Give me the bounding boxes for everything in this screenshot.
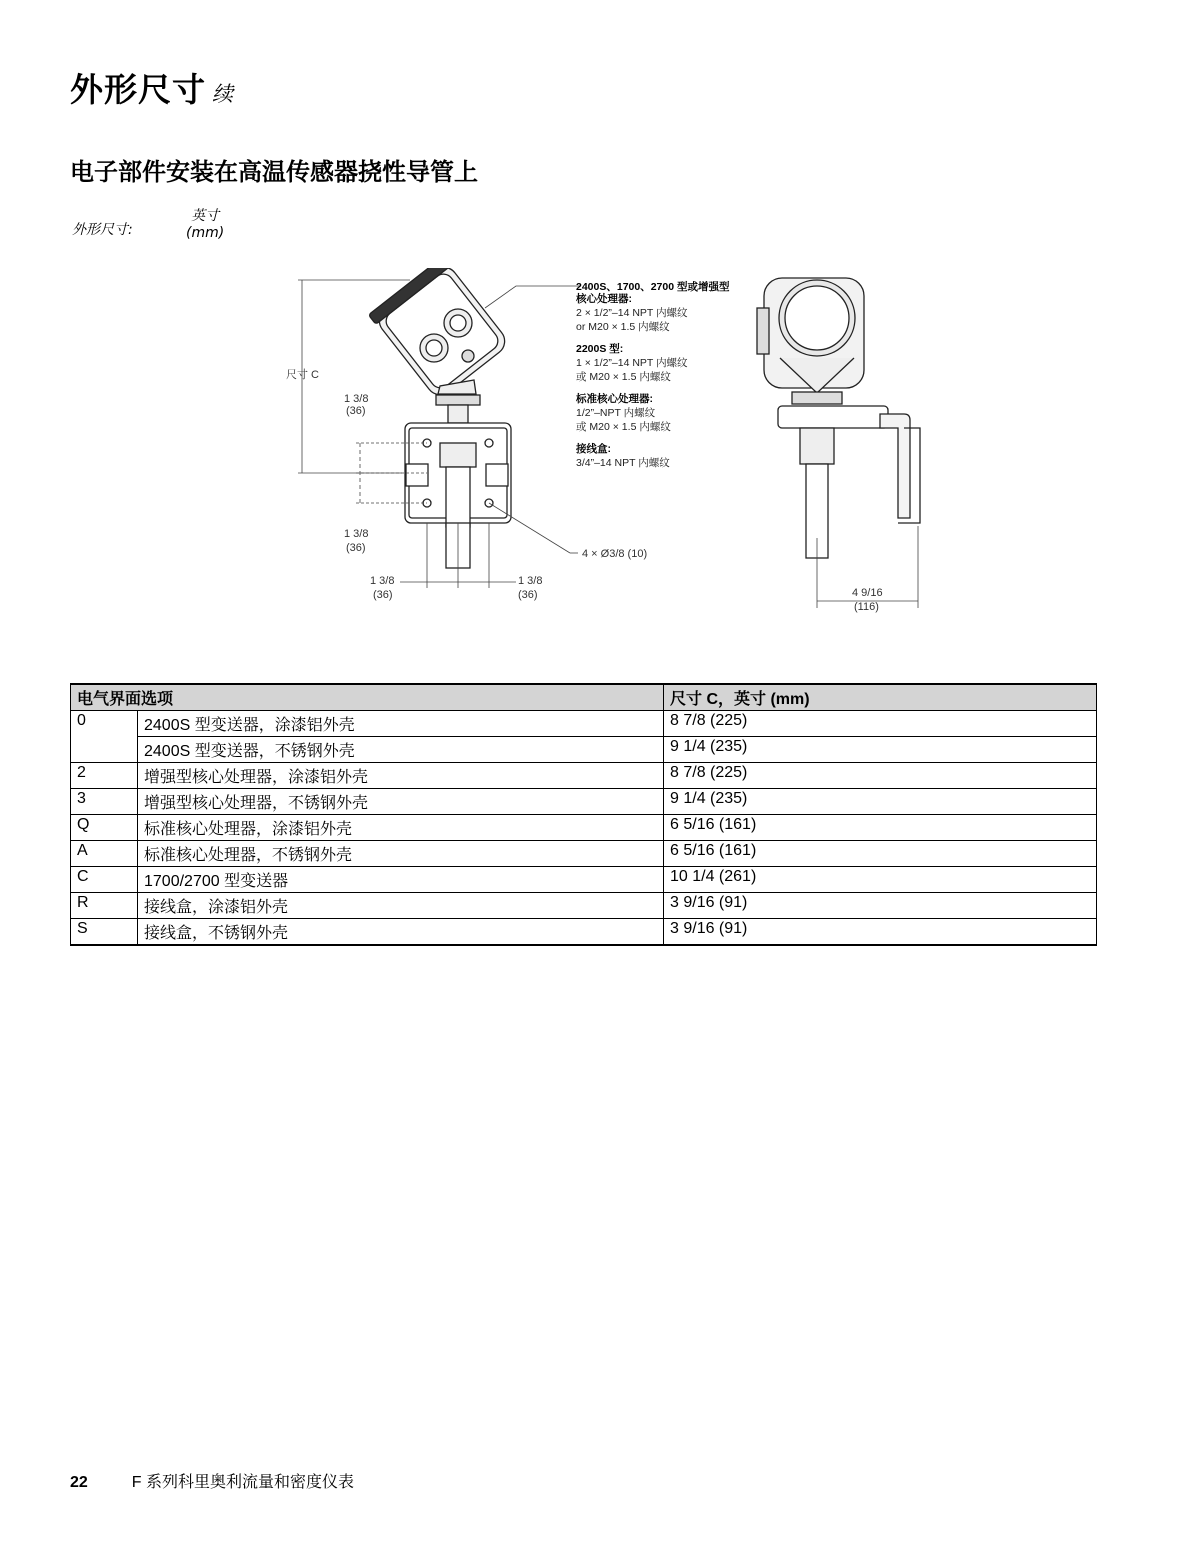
header-interface-option: 电气界面选项 <box>71 684 664 711</box>
dim-side-in: 4 9/16 <box>852 587 883 599</box>
table-row <box>71 893 1097 919</box>
table-row <box>71 841 1097 867</box>
note-standard-line1: 1/2”–NPT 内螺纹 <box>576 407 656 419</box>
table-row <box>71 867 1097 893</box>
title-continued: 续 <box>212 82 234 106</box>
option-code: 0 <box>71 711 138 763</box>
note-header: 2400S、1700、2700 型或增强型 <box>576 281 730 293</box>
connection-notes <box>575 280 730 469</box>
option-code: A <box>71 841 138 867</box>
dimension-drawing <box>280 268 960 618</box>
table-row <box>71 711 1097 737</box>
table-row <box>71 737 1097 763</box>
option-code: C <box>71 867 138 893</box>
option-code: Q <box>71 815 138 841</box>
option-description: 2400S 型变送器，不锈钢外壳 <box>138 737 664 763</box>
page-title: 外形尺寸 续 <box>70 70 234 109</box>
side-view <box>757 278 920 558</box>
option-code: R <box>71 893 138 919</box>
option-code: S <box>71 919 138 946</box>
note-2200s: 2200S 型: <box>576 343 624 355</box>
note-2200s-line1: 1 × 1/2”–14 NPT 内螺纹 <box>576 357 688 369</box>
dimension-value: 9 1/4 (235) <box>664 737 1097 763</box>
dimension-drawing-svg <box>280 268 960 618</box>
option-code: 3 <box>71 789 138 815</box>
dim-upper-mm: (36) <box>346 405 366 417</box>
units-mm: (mm) <box>186 225 225 241</box>
section-title: 电子部件安装在高温传感器挠性导管上 <box>70 158 478 186</box>
dimension-value: 8 7/8 (225) <box>664 711 1097 737</box>
note-junction-line1: 3/4”–14 NPT 内螺纹 <box>576 457 670 469</box>
option-description: 2400S 型变送器，涂漆铝外壳 <box>138 711 664 737</box>
note-standard-core: 标准核心处理器: <box>576 393 653 405</box>
option-description: 增强型核心处理器，涂漆铝外壳 <box>138 763 664 789</box>
dim-lower-mm: (36) <box>346 542 366 554</box>
dimension-value: 10 1/4 (261) <box>664 867 1097 893</box>
note-2200s-line2: 或 M20 × 1.5 内螺纹 <box>576 371 671 383</box>
dim-bottom-right-in: 1 3/8 <box>518 575 543 587</box>
units-label: 外形尺寸: <box>72 222 133 238</box>
table-row <box>71 919 1097 946</box>
page-number: 22 <box>70 1474 88 1491</box>
holes-label: 4 × Ø3/8 (10) <box>582 548 648 560</box>
footer-title: F 系列科里奥利流量和密度仪表 <box>131 1474 355 1491</box>
note-standard-line2: 或 M20 × 1.5 内螺纹 <box>576 421 671 433</box>
dimension-table <box>70 683 1097 946</box>
dim-bottom-right-mm: (36) <box>518 589 538 601</box>
dim-lower-in: 1 3/8 <box>344 528 369 540</box>
table-row <box>71 815 1097 841</box>
note-core-processor: 核心处理器: <box>576 293 632 305</box>
option-description: 标准核心处理器，不锈钢外壳 <box>138 841 664 867</box>
dimension-value: 3 9/16 (91) <box>664 893 1097 919</box>
header-dimension-c: 尺寸 C，英寸 (mm) <box>664 684 1097 711</box>
option-description: 接线盒，涂漆铝外壳 <box>138 893 664 919</box>
page-footer <box>70 1469 354 1492</box>
table-row <box>71 789 1097 815</box>
dimension-value: 6 5/16 (161) <box>664 815 1097 841</box>
dim-bottom-left-mm: (36) <box>373 589 393 601</box>
note-core-line1: 2 × 1/2”–14 NPT 内螺纹 <box>576 307 688 319</box>
front-view-housing <box>368 268 510 400</box>
dim-bottom-left-in: 1 3/8 <box>370 575 395 587</box>
note-junction-box: 接线盒: <box>576 443 611 455</box>
option-description: 标准核心处理器，涂漆铝外壳 <box>138 815 664 841</box>
table-header-row <box>71 684 1097 711</box>
option-code: 2 <box>71 763 138 789</box>
units-legend <box>186 208 224 242</box>
dim-upper-in: 1 3/8 <box>344 393 369 405</box>
option-description: 1700/2700 型变送器 <box>138 867 664 893</box>
note-core-line2: or M20 × 1.5 内螺纹 <box>576 321 670 333</box>
dim-c-label: 尺寸 C <box>286 369 319 381</box>
dim-side-mm: (116) <box>854 601 879 613</box>
option-description: 增强型核心处理器，不锈钢外壳 <box>138 789 664 815</box>
option-description: 接线盒，不锈钢外壳 <box>138 919 664 946</box>
dimension-value: 8 7/8 (225) <box>664 763 1097 789</box>
table-row <box>71 763 1097 789</box>
dimension-value: 9 1/4 (235) <box>664 789 1097 815</box>
units-inches: 英寸 <box>191 208 220 224</box>
dimension-value: 6 5/16 (161) <box>664 841 1097 867</box>
dimension-value: 3 9/16 (91) <box>664 919 1097 946</box>
